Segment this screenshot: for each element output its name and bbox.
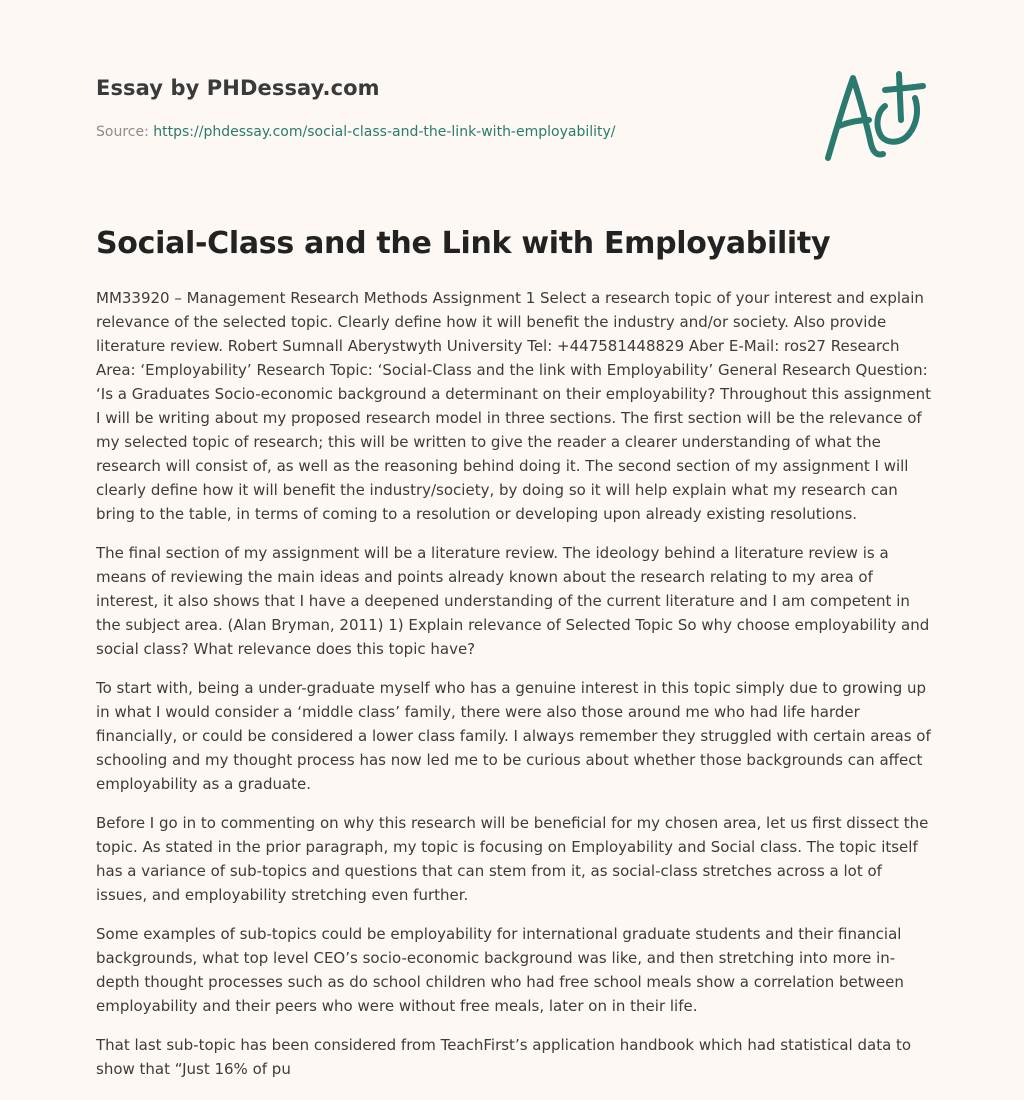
a-plus-logo-graphic <box>815 62 935 170</box>
essay-paragraph: The final section of my assignment will be a literature review. The ideology behind a literature review is a means of reviewing the main ideas and points already known about the research relating to my area of interest, it also shows that I have a deepened understanding of the current literature and I am competent in the subject area. (Alan Bryman, 2011) 1) Explain relevance of Selected Topic So why choose employability and social class? What relevance does this topic have? <box>96 544 930 658</box>
essay-title: Social-Class and the Link with Employability <box>96 226 831 261</box>
essay-paragraph: Some examples of sub-topics could be employability for international graduate students and their financial backgrounds, what top level CEO’s socio-economic background was like, and then stretching into more in-depth thought processes such as do school children who had free school meals show a correlation between employability and their peers who were without free meals, later on in their life. <box>96 925 904 1015</box>
essay-paragraph: Before I go in to commenting on why this research will be beneficial for my chosen area, let us first dissect the topic. As stated in the prior paragraph, my topic is focusing on Employability and Social class. The topic itself has a variance of sub-topics and questions that can stem from it, as social-class stretches across a lot of issues, and employability stretching even further. <box>96 814 929 904</box>
essay-body <box>96 286 932 1096</box>
source-label: Source: <box>96 124 154 140</box>
site-name: Essay by PHDessay.com <box>96 76 380 100</box>
essay-paragraph: MM33920 – Management Research Methods Assignment 1 Select a research topic of your interest and explain relevance of the selected topic. Clearly define how it will benefit the industry and/or society. Also provide literature review. Robert Sumnall Aberystwyth University Tel: +447581448829 Aber E-Mail: ros27 Research Area: ‘Employability’ Research Topic: ‘Social-Class and the link with Employability’ General Research Question: ‘Is a Graduates Socio-economic background a determinant on their employability? Throughout this assignment I will be writing about my proposed research model in three sections. The first section will be the relevance of my selected topic of research; this will be written to give the reader a clearer understanding of what the research will consist of, as well as the reasoning behind doing it. The second section of my assignment I will clearly define how it will benefit the industry/society, by doing so it will help explain what my research can bring to the table, in terms of coming to a resolution or developing upon already existing resolutions. <box>96 289 931 523</box>
source-link[interactable]: https://phdessay.com/social-class-and-the-link-with-employability/ <box>153 124 616 140</box>
a-plus-grade-icon <box>815 62 935 170</box>
essay-paragraph: To start with, being a under-graduate myself who has a genuine interest in this topic simply due to growing up in what I would consider a ‘middle class’ family, there were also those around me who had life harder financially, or could be considered a lower class family. I always remember they struggled with certain areas of schooling and my thought process has now led me to be curious about whether those backgrounds can affect employability as a graduate. <box>96 679 931 793</box>
source-line <box>96 124 616 140</box>
essay-paragraph: That last sub-topic has been considered from TeachFirst’s application handbook which had statistical data to show that “Just 16% of pu <box>96 1036 912 1078</box>
